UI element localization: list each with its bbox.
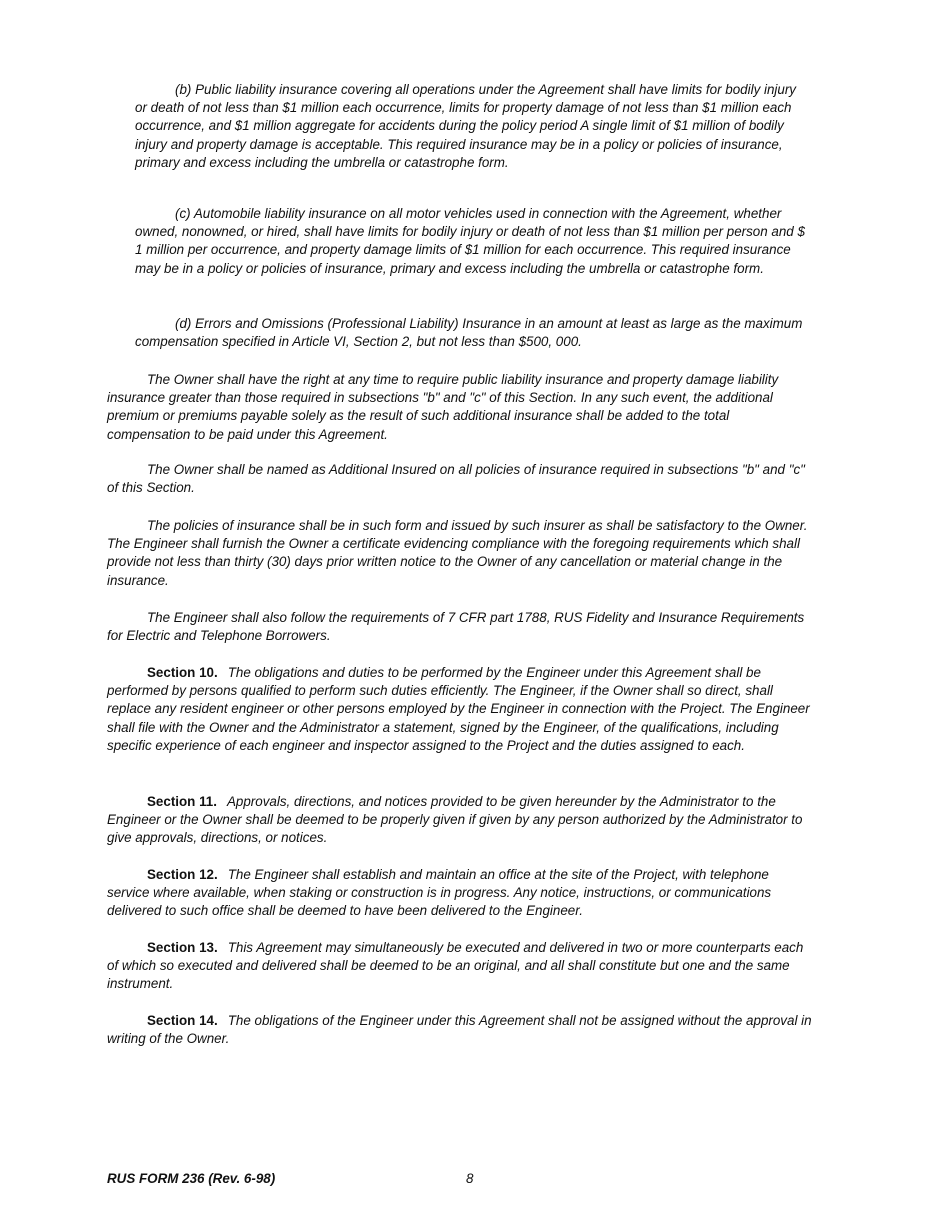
- section-13-text: This Agreement may simultaneously be executed and delivered in two or more counterparts each of which so executed and delivered shall be deemed to be an original, and all shall constitute but one and the same instrument.: [107, 940, 804, 992]
- paragraph-automobile-liability: (c) Automobile liability insurance on all motor vehicles used in connection with the Agreement, whether owned, nonowned, or hired, shall have limits for bodily injury or death of not less than $1 million per person and $ 1 million per occurrence, and property damage limits of $1 million for each occurrence. This required insurance may be in a policy or policies of insurance, primary and excess including the umbrella or catastrophe form.: [135, 206, 805, 276]
- footer-form-id: RUS FORM 236 (Rev. 6-98): [107, 1171, 276, 1186]
- section-14-label: Section 14.: [147, 1013, 218, 1028]
- section-11-text: Approvals, directions, and notices provided to be given hereunder by the Administrator to the Engineer or the Owner shall be deemed to be properly given if given by any person authorized by the Administrator to give approvals, directions, or notices.: [107, 794, 803, 846]
- paragraph-owner-right: The Owner shall have the right at any time to require public liability insurance and property damage liability insurance greater than those required in subsections "b" and "c" of this Section. In any such event, the additional premium or premiums payable solely as the result of such additional insurance shall be added to the total compensation to be paid under this Agreement.: [107, 372, 779, 442]
- section-10: [107, 664, 812, 755]
- section-12-text: The Engineer shall establish and maintain an office at the site of the Project, with telephone service where available, when staking or construction is in progress. Any notice, instructions, or communications delivered to such office shall be deemed to have been delivered to the Engineer.: [107, 867, 772, 919]
- section-13: [107, 939, 812, 994]
- section-11: [107, 793, 812, 848]
- section-10-text: The obligations and duties to be performed by the Engineer under this Agreement shall be performed by persons qualified to perform such duties efficiently. The Engineer, if the Owner shall so direct, shall replace any resident engineer or other persons employed by the Engineer in connection with the Project. The Engineer shall file with the Owner and the Administrator a statement, signed by the Engineer, of the qualifications, including specific experience of each engineer and inspector assigned to the Project and the duties assigned to each.: [107, 665, 810, 753]
- section-13-label: Section 13.: [147, 940, 218, 955]
- paragraph-public-liability: (b) Public liability insurance covering all operations under the Agreement shall have limits for bodily injury or death of not less than $1 million each occurrence, limits for property damage of not less than $1 million each occurrence, and $1 million aggregate for accidents during the policy period A single limit of $1 million of bodily injury and property damage is acceptable. This required insurance may be in a policy or policies of insurance, primary and excess including the umbrella or catastrophe form.: [135, 82, 796, 170]
- footer-page-number: 8: [466, 1171, 474, 1186]
- section-11-label: Section 11.: [147, 794, 217, 809]
- paragraph-policies: The policies of insurance shall be in such form and issued by such insurer as shall be satisfactory to the Owner. The Engineer shall furnish the Owner a certificate evidencing compliance with the foregoing requirements which shall provide not less than thirty (30) days prior written notice to the Owner of any cancellation or material change in the insurance.: [107, 518, 808, 588]
- section-14: [107, 1012, 812, 1048]
- section-12: [107, 866, 812, 921]
- section-10-label: Section 10.: [147, 665, 218, 680]
- paragraph-errors-omissions: (d) Errors and Omissions (Professional Liability) Insurance in an amount at least as large as the maximum compensation specified in Article VI, Section 2, but not less than $500, 000.: [135, 316, 803, 350]
- section-14-text: The obligations of the Engineer under this Agreement shall not be assigned without the approval in writing of the Owner.: [107, 1013, 812, 1047]
- paragraph-owner-additional-insured: The Owner shall be named as Additional Insured on all policies of insurance required in subsections "b" and "c" of this Section.: [107, 462, 805, 496]
- paragraph-rus-requirements: The Engineer shall also follow the requirements of 7 CFR part 1788, RUS Fidelity and Insurance Requirements for Electric and Telephone Borrowers.: [107, 610, 805, 644]
- section-12-label: Section 12.: [147, 867, 218, 882]
